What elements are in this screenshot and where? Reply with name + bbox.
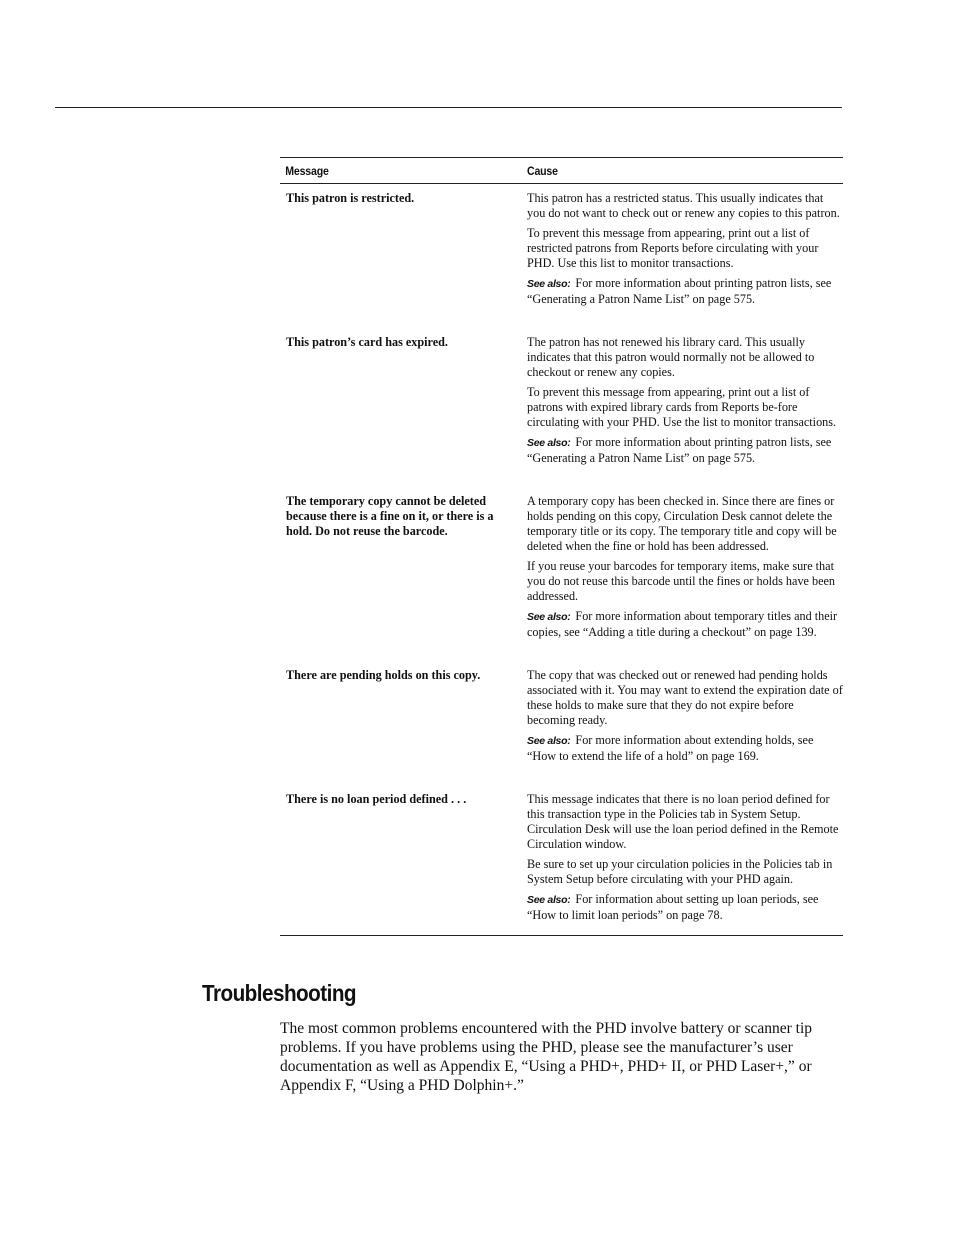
column-header-message: Message	[285, 163, 329, 178]
see-also-note	[527, 733, 843, 764]
see-also-note	[527, 892, 843, 923]
see-also-label: See also:	[527, 894, 571, 906]
see-also-label: See also:	[527, 735, 571, 747]
message-cell: There is no loan period defined . . .	[286, 792, 467, 806]
see-also-text: For more information about temporary titles and their copies, see “Adding a title during a checkout” on page 139.	[527, 609, 838, 639]
table-row	[280, 494, 843, 645]
table-row	[280, 335, 843, 471]
cause-paragraph: Be sure to set up your circulation policies in the Policies tab in System Setup before circulating with your PHD again.	[527, 857, 833, 886]
see-also-text: For more information about extending holds, see “How to extend the life of a hold” on page 169.	[527, 733, 814, 763]
cause-cell	[521, 494, 843, 645]
cause-cell	[521, 792, 843, 928]
cause-paragraph: If you reuse your barcodes for temporary items, make sure that you do not reuse this barcode until the fines or holds have been addressed.	[527, 559, 835, 603]
cause-paragraph: This patron has a restricted status. This usually indicates that you do not want to check out or renew any copies to this patron.	[527, 191, 840, 220]
cause-cell	[521, 668, 843, 769]
section-title: Troubleshooting	[202, 980, 357, 1006]
cause-paragraph: The copy that was checked out or renewed had pending holds associated with it. You may want to extend the expiration date of these holds to make sure that they do not expire before becoming ready.	[527, 668, 843, 727]
message-cell: This patron’s card has expired.	[286, 335, 448, 349]
message-cell: This patron is restricted.	[286, 191, 415, 205]
cause-cell	[521, 191, 843, 312]
see-also-text: For more information about printing patron lists, see “Generating a Patron Name List” on page 575.	[527, 276, 832, 306]
cause-paragraph: To prevent this message from appearing, print out a list of patrons with expired library cards from Reports be-fore circulating with your PHD. Use the list to monitor transactions.	[527, 385, 837, 429]
message-cell: There are pending holds on this copy.	[286, 668, 481, 682]
see-also-text: For information about setting up loan periods, see “How to limit loan periods” on page 78.	[527, 892, 819, 922]
table-row	[280, 792, 843, 928]
column-header-cause: Cause	[527, 163, 558, 178]
see-also-note	[527, 276, 843, 307]
see-also-text: For more information about printing patron lists, see “Generating a Patron Name List” on page 575.	[527, 435, 832, 465]
cause-paragraph: To prevent this message from appearing, print out a list of restricted patrons from Reports before circulating with your PHD. Use this list to monitor transactions.	[527, 226, 819, 270]
header-rule	[55, 107, 842, 108]
table-row	[280, 668, 843, 769]
see-also-note	[527, 435, 843, 466]
cause-cell	[521, 335, 843, 471]
table-row	[280, 191, 843, 312]
cause-paragraph: This message indicates that there is no loan period defined for this transaction type in the Policies tab in System Setup. Circulation Desk will use the loan period defined in the Remote Circulation window.	[527, 792, 839, 851]
cause-paragraph: A temporary copy has been checked in. Since there are fines or holds pending on this copy, Circulation Desk cannot delete the temporary title or its copy. The temporary title and copy will be deleted when the fine or hold has been addressed.	[527, 494, 837, 553]
message-cause-table	[280, 157, 843, 936]
see-also-label: See also:	[527, 437, 571, 449]
see-also-note	[527, 609, 843, 640]
table-header	[280, 158, 843, 184]
section-body: The most common problems encountered with the PHD involve battery or scanner tip problems. If you have problems using the PHD, please see the manufacturer’s user documentation as well as Appendix E, “Using a PHD+, PHD+ II, or PHD Laser+,” or Appendix F, “Using a PHD Dolphin+.”	[280, 1020, 813, 1094]
cause-paragraph: The patron has not renewed his library card. This usually indicates that this patron would normally not be allowed to checkout or renew any copies.	[527, 335, 815, 379]
see-also-label: See also:	[527, 611, 571, 623]
message-cell: The temporary copy cannot be deleted because there is a fine on it, or there is a hold. Do not reuse the barcode.	[286, 494, 494, 538]
see-also-label: See also:	[527, 278, 571, 290]
